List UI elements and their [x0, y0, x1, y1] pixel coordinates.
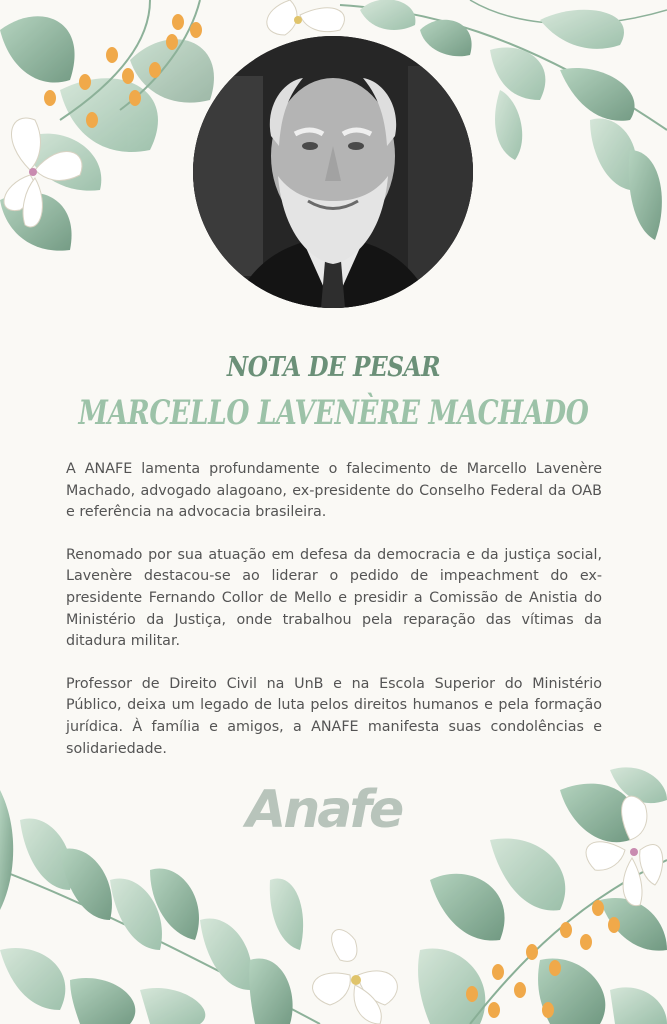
portrait-photo: [193, 36, 473, 308]
paragraph-2: Renomado por sua atuação em defesa da democracia e da justiça social, Lavenère destacou-se ao liderar o pedido de impeachment do ex-presidente Fernando Collor de Mello e presidir a Comissão de Anistia do Ministério da Justiça, onde trabalhou pela reparação das vítimas da ditadura militar.: [66, 546, 602, 650]
memorial-text: [66, 459, 602, 781]
lily-flower-bottom-center-icon: [313, 930, 398, 1024]
deceased-name: MARCELLO LAVENÈRE MACHADO: [78, 393, 589, 433]
paragraph-1: A ANAFE lamenta profundamente o falecimento de Marcello Lavenère Machado, advogado alagoano, ex-presidente do Conselho Federal da OAB e referência na advocacia brasileira.: [66, 461, 602, 521]
portrait-photo-icon: [193, 36, 473, 308]
anafe-logo-text: Anafe: [246, 780, 402, 840]
lily-flower-top-center-icon: [267, 0, 345, 35]
page-title: NOTA DE PESAR: [226, 352, 441, 383]
anafe-logo: [246, 780, 422, 840]
paragraph-3: Professor de Direito Civil na UnB e na Escola Superior do Ministério Público, deixa um legado de luta pelos direitos humanos e pela formação jurídica. À família e amigos, a ANAFE manifesta suas condolências e solidariedade.: [66, 675, 602, 757]
